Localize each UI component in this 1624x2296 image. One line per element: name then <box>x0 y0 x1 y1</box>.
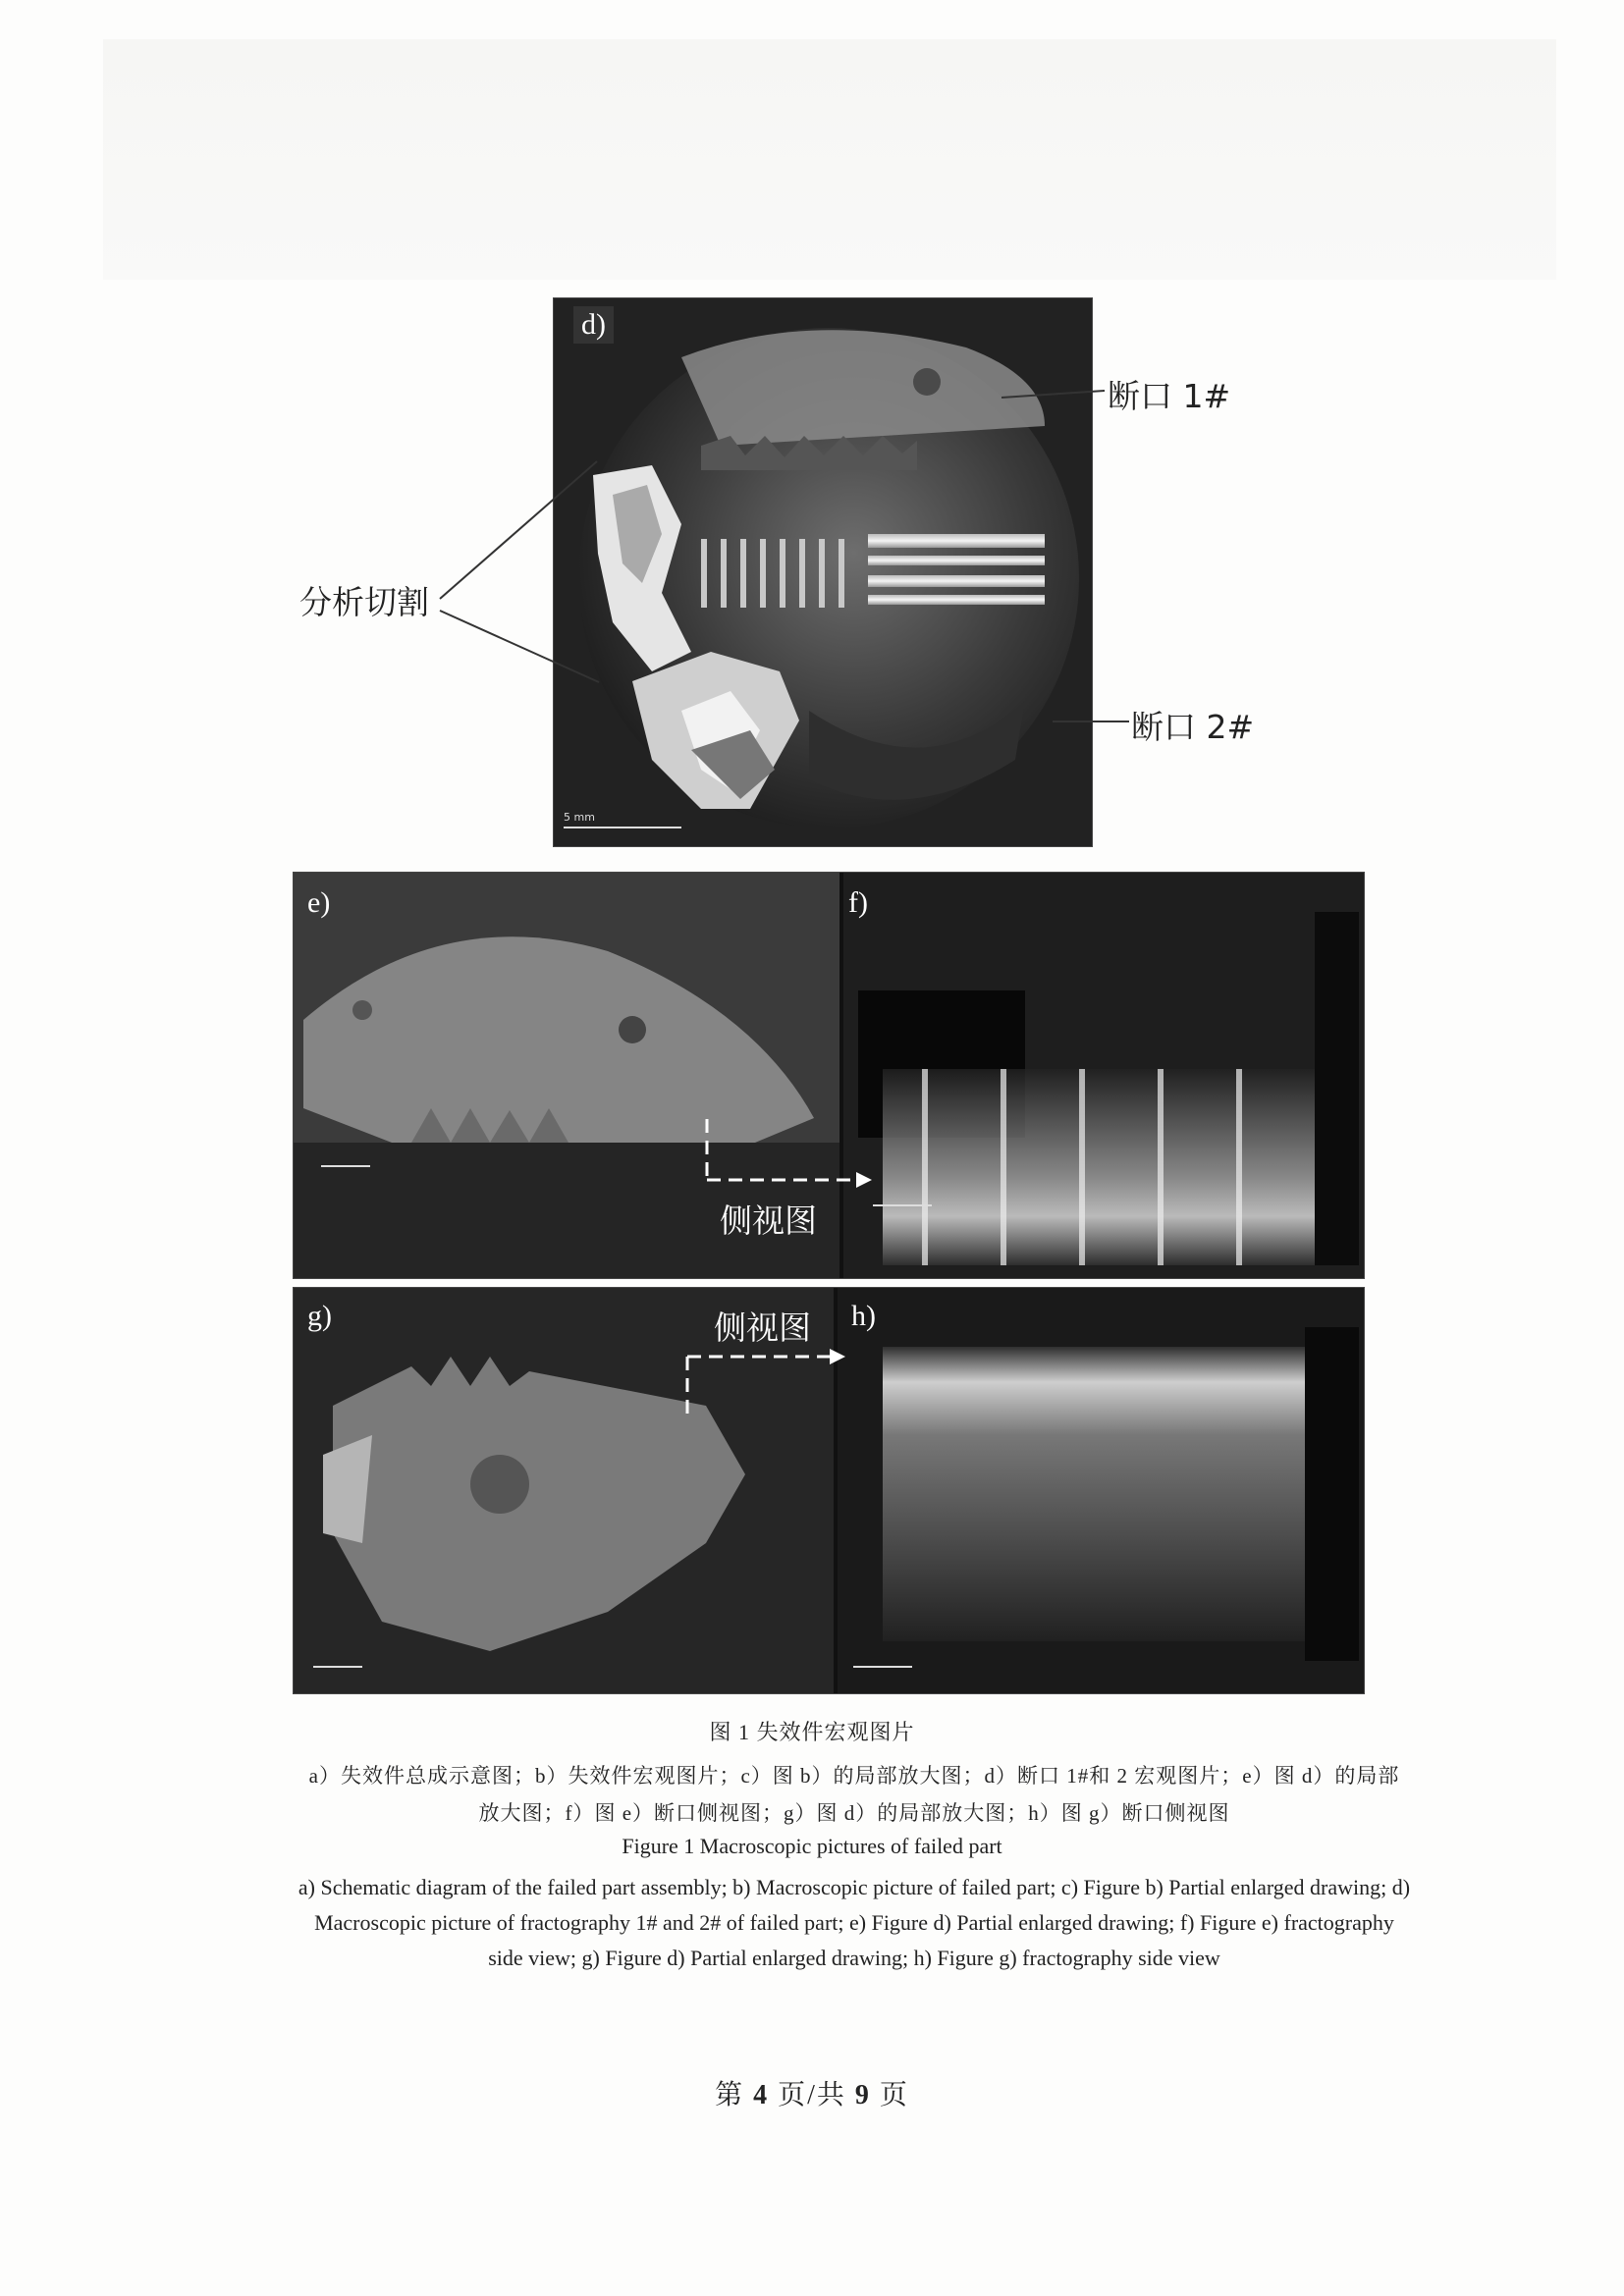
label-fracture-1: 断口 1# <box>1108 377 1231 415</box>
label-side-view-ef: 侧视图 <box>720 1201 817 1240</box>
caption-cn-body: a）失效件总成示意图；b）失效件宏观图片；c）图 b）的局部放大图；d）断口 1#和 2 宏观图片；e）图 d）的局部放大图；f）图 e）断口侧视图；g）图 d）的局部放大图；h）图 g）断口侧视图 <box>308 1764 1400 1825</box>
caption-en-body: a) Schematic diagram of the failed part assembly; b) Macroscopic picture of failed part; c) Figure b) Partial enlarged drawing; d) Macroscopic picture of fractography 1# and 2# of failed part; e) Figure d) Partial enlarged drawing; f) Figure e) fractography side view; g) Figure d) Partial enlarged drawing; h) Figure g) fractography side view <box>298 1875 1411 1970</box>
page-current: 4 <box>753 2080 770 2110</box>
caption-en-title: Figure 1 Macroscopic pictures of failed part <box>622 1834 1002 1858</box>
panel-label-d: d) <box>573 306 614 344</box>
scale-bar-g <box>313 1666 362 1668</box>
caption-cn-title: 图 1 失效件宏观图片 <box>709 1720 915 1744</box>
label-fracture-2: 断口 2# <box>1131 708 1255 746</box>
scale-bar-h <box>853 1666 912 1668</box>
page-number <box>0 2073 1624 2112</box>
panel-label-f: f) <box>848 886 868 919</box>
scale-bar-label: 5 mm <box>564 811 595 824</box>
label-analysis-cut: 分析切割 <box>299 583 429 621</box>
panel-label-g: g) <box>307 1300 332 1332</box>
page-prefix: 第 <box>715 2080 745 2110</box>
panel-label-e: e) <box>307 886 331 919</box>
page-total: 9 <box>854 2080 871 2110</box>
label-side-view-gh: 侧视图 <box>714 1308 811 1347</box>
page-middle: 页/共 <box>778 2080 846 2110</box>
panel-label-h: h) <box>851 1300 876 1332</box>
page-suffix: 页 <box>879 2080 909 2110</box>
